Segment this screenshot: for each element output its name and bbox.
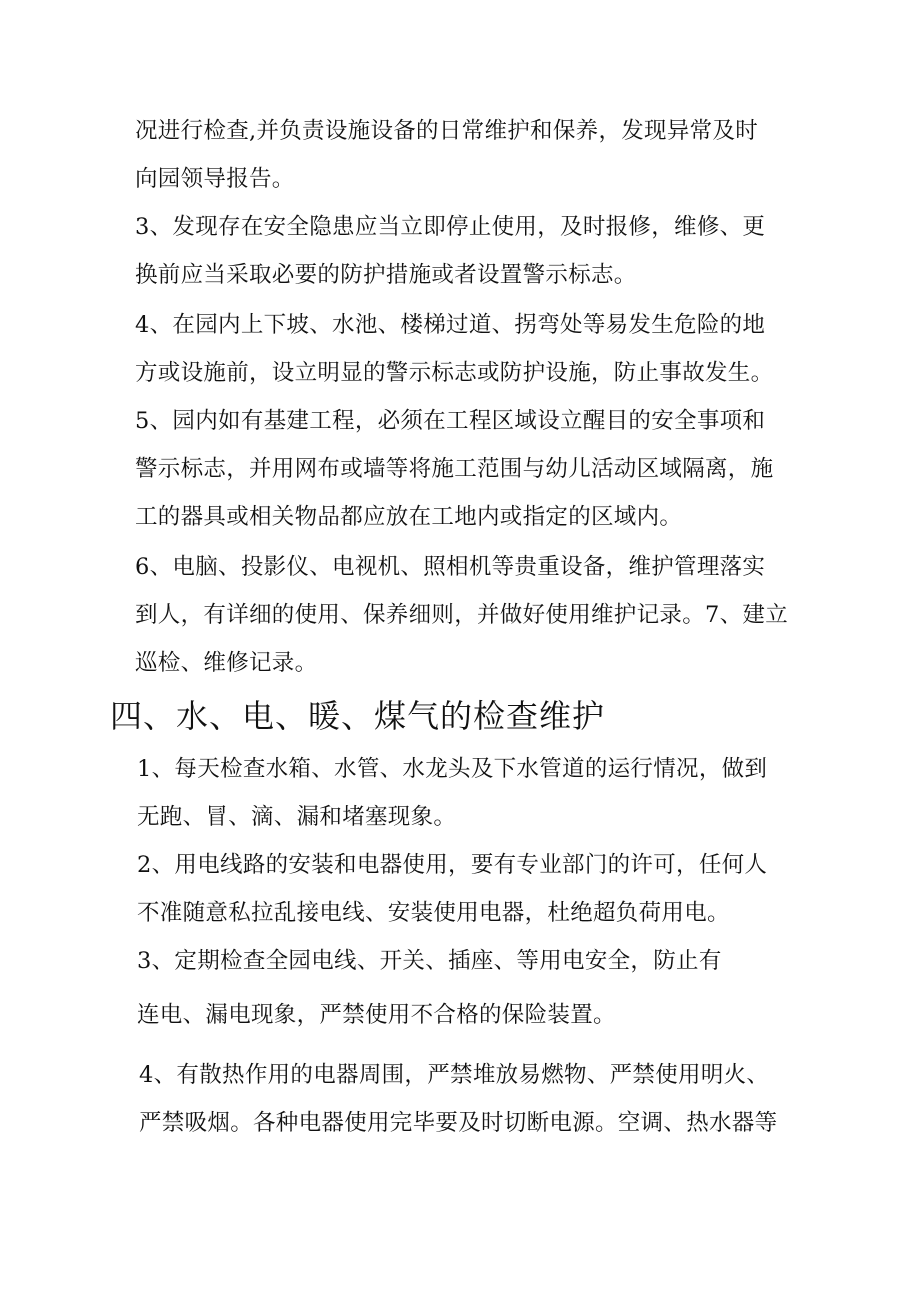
- text-line: 4、有散热作用的电器周围，严禁堆放易燃物、严禁使用明火、: [139, 1062, 770, 1088]
- text-line: 工的器具或相关物品都应放在工地内或指定的区域内。: [135, 504, 683, 530]
- text-line: 无跑、冒、滴、漏和堵塞现象。: [137, 804, 457, 830]
- text-line: 6、电脑、投影仪、电视机、照相机等贵重设备，维护管理落实: [135, 554, 766, 580]
- text-line: 2、用电线路的安装和电器使用，要有专业部门的许可，任何人: [137, 852, 768, 878]
- text-line: 不准随意私拉乱接电线、安装使用电器，杜绝超负荷用电。: [137, 900, 730, 926]
- text-line: 严禁吸烟。各种电器使用完毕要及时切断电源。空调、热水器等: [139, 1110, 778, 1136]
- text-line: 警示标志，并用网布或墙等将施工范围与幼儿活动区域隔离，施: [135, 456, 774, 482]
- text-line: 5、园内如有基建工程，必须在工程区域设立醒目的安全事项和: [135, 408, 766, 434]
- text-line: 连电、漏电现象，严禁使用不合格的保险装置。: [137, 1002, 616, 1028]
- section-heading: 四、水、电、暖、煤气的检查维护: [110, 697, 606, 735]
- text-line: 方或设施前，设立明显的警示标志或防护设施，防止事故发生。: [135, 360, 774, 386]
- text-line: 换前应当采取必要的防护措施或者设置警示标志。: [135, 262, 637, 288]
- text-line: 向园领导报告。: [135, 166, 295, 192]
- text-line: 3、发现存在安全隐患应当立即停止使用，及时报修，维修、更: [135, 214, 766, 240]
- text-line: 1、每天检查水箱、水管、水龙头及下水管道的运行情况，做到: [137, 756, 768, 782]
- text-line: 巡检、维修记录。: [135, 650, 318, 676]
- text-line: 到人，有详细的使用、保养细则，并做好使用维护记录。7、建立: [135, 602, 789, 628]
- text-line: 4、在园内上下坡、水池、楼梯过道、拐弯处等易发生危险的地: [135, 312, 766, 338]
- text-line: 况进行检查,并负责设施设备的日常维护和保养，发现异常及时: [135, 118, 759, 144]
- text-line: 3、定期检查全园电线、开关、插座、等用电安全，防止有: [137, 948, 722, 974]
